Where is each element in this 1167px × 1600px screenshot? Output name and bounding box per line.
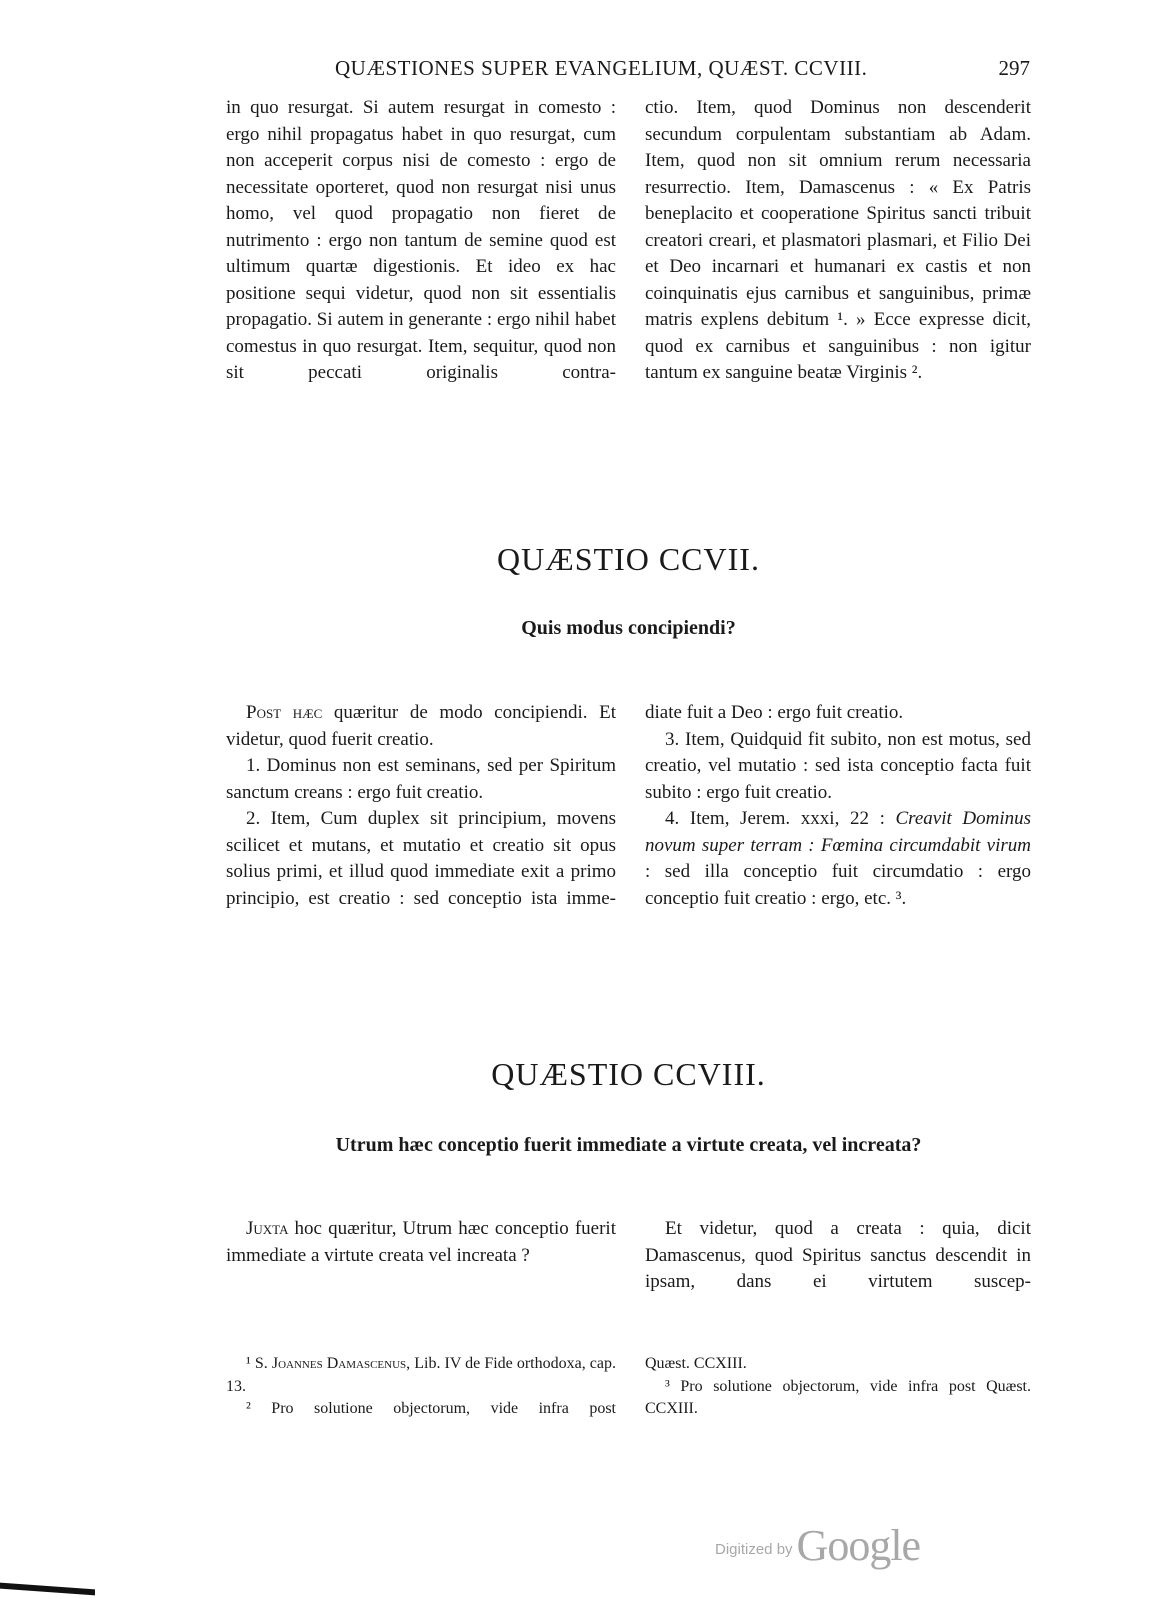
q207-left-p1	[226, 700, 616, 753]
q208-right-p1: Et videtur, quod a creata : quia, dicit Damascenus, quod Spiritus sanctus descendit in ipsam, dans ei virtutem suscep-	[645, 1218, 1031, 1292]
q207-left-p1-text: quæritur de modo concipiendi. Et videtur, quod fuerit creatio.	[226, 702, 616, 750]
q207-right-p3-a: 4. Item, Jerem. xxxi, 22 :	[665, 808, 896, 829]
footnote-1-rest: , Lib. IV de Fide orthodoxa, cap. 13.	[226, 1355, 617, 1395]
top-left-text: in quo resurgat. Si autem resurgat in comesto : ergo nihil propagatus habet in quo resurgat, cum non acceperit corpus nisi de comesto : ergo de necessitate oporteret, quod non resurgat nisi unus homo, vel quod propagatio non fieret de nutrimento : ergo non tantum de semine quod est ultimum quartæ digestionis. Et ideo ex hac positione sequi videtur, quod non sit essentialis propagatio. Si autem in generante : ergo nihil habet comestus in quo resurgat. Item, sequitur, quod non sit peccati originalis contra-	[226, 97, 616, 383]
top-left-column	[226, 95, 616, 387]
google-wordmark: Google	[796, 1521, 921, 1570]
q207-subtitle: Quis modus concipiendi?	[521, 617, 736, 639]
q207-left-column	[226, 700, 616, 912]
footnotes-right	[645, 1353, 1031, 1421]
digitized-by-text: Digitized by	[715, 1541, 793, 1558]
q208-left-p1-text: hoc quæritur, Utrum hæc conceptio fuerit immediate a virtute creata vel increata ?	[226, 1218, 616, 1266]
q207-right-column	[645, 700, 1031, 912]
top-right-text: ctio. Item, quod Dominus non descenderit secundum corpulentam substantiam ab Adam. Item, quod non sit omnium rerum necessaria resurrectio. Item, Damascenus : « Ex Patris beneplacito et cooperatione Spiritus sancti tribuit creatori creari, et plasmatori plasmari, et Filio Dei et Deo incarnari et humanari ex castis et non coinquinatis ejus carnibus et sanguinibus, primæ matris explens debitum ¹. » Ecce expresse dicit, quod ex carnibus et sanguinibus : non igitur tantum ex sanguine beatæ Virginis ².	[645, 97, 1031, 383]
q207-heading: QUÆSTIO CCVII.	[497, 541, 760, 577]
scan-edge-mark	[0, 1583, 95, 1596]
q207-left-p2: 1. Dominus non est seminans, sed per Spiritum sanctum creans : ergo fuit creatio.	[226, 755, 616, 803]
footnote-2-continuation: Quæst. CCXIII.	[645, 1355, 747, 1372]
q208-subtitle: Utrum hæc conceptio fuerit immediate a virtute creata, vel increata?	[335, 1134, 922, 1156]
q207-lead-word: Post hæc	[246, 702, 323, 723]
q207-scripture-quote: Creavit Dominus novum super terram : Fœmina circumdabit virum	[645, 808, 1031, 856]
q208-heading: QUÆSTIO CCVIII.	[491, 1056, 766, 1092]
digitized-watermark	[715, 1520, 920, 1571]
page-number: 297	[998, 56, 1030, 80]
footnote-1-author: Joannes Damascenus	[271, 1355, 407, 1372]
q208-lead-word: Juxta	[246, 1218, 289, 1239]
top-right-column	[645, 95, 1031, 387]
q208-left-p1	[226, 1216, 616, 1269]
q207-right-p2: 3. Item, Quidquid fit subito, non est motus, sed creatio, vel mutatio : sed ista conceptio facta fuit subito : ergo fuit creatio.	[645, 728, 1031, 803]
running-head	[225, 56, 1030, 86]
footnote-2: ² Pro solutione objectorum, vide infra post	[246, 1400, 616, 1417]
q208-right-column	[645, 1216, 1031, 1296]
q208-left-column	[226, 1216, 616, 1269]
q207-right-p1: diate fuit a Deo : ergo fuit creatio.	[645, 702, 904, 723]
footnote-1-mark: ¹ S.	[246, 1355, 272, 1372]
q207-right-p3	[645, 806, 1031, 912]
footnotes-left	[226, 1353, 616, 1421]
footnote-3: ³ Pro solutione objectorum, vide infra post Quæst. CCXIII.	[645, 1377, 1031, 1417]
q207-left-p3: 2. Item, Cum duplex sit principium, movens scilicet et mutans, et mutatio et creatio sit opus solius primi, et illud quod immediate exit a primo principio, est creatio : sed conceptio ista imme-	[226, 808, 616, 909]
q207-right-p3-b: : sed illa conceptio fuit circumdatio : ergo conceptio fuit creatio : ergo, etc. ³.	[645, 861, 1031, 909]
footnote-1	[226, 1353, 616, 1398]
running-title: QUÆSTIONES SUPER EVANGELIUM, QUÆST. CCVIII.	[335, 56, 868, 80]
